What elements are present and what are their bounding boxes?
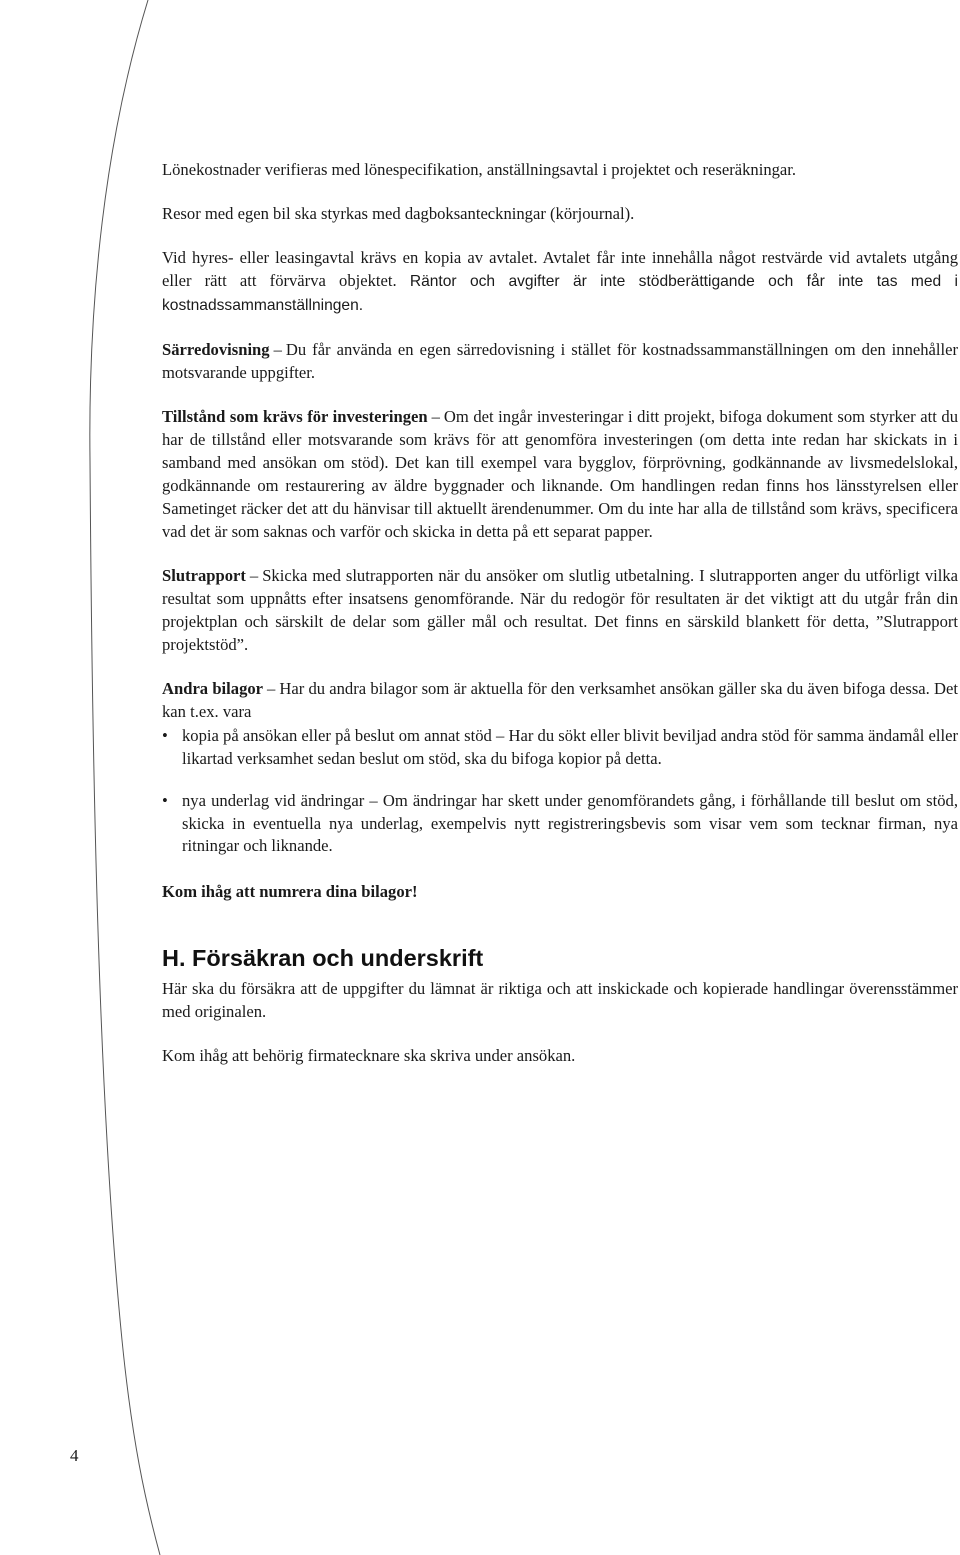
final-report-title: Slutrapport: [162, 566, 246, 585]
leasing-paragraph: [162, 246, 958, 317]
separate-accounting-dash: –: [273, 340, 282, 359]
permits-title: Tillstånd som krävs för investeringen: [162, 407, 428, 426]
page-content: [162, 158, 958, 1088]
other-attachments-dash: –: [267, 679, 276, 698]
other-attachments-body: Har du andra bilagor som är aktuella för den verksamhet ansökan gäller ska du även bifoga dessa. Det kan t.ex. vara: [162, 679, 958, 721]
separate-accounting-title: Särredovisning: [162, 340, 270, 359]
leasing-text: Vid hyres- eller leasingavtal krävs en kopia av avtalet. Avtalet får inte innehålla något restvärde vid avtalets utgång eller rätt att förvärva objektet.: [162, 248, 958, 290]
section-h-body: Här ska du försäkra att de uppgifter du lämnat är riktiga och att inskickade och kopierade handlingar överensstämmer med originalen.: [162, 978, 958, 1021]
bullet-icon: •: [162, 791, 168, 810]
separate-accounting-body: Du får använda en egen särredovisning i stället för kostnadssammanställningen om den innehåller motsvarande uppgifter.: [162, 340, 958, 382]
page-number: 4: [70, 1446, 79, 1465]
final-report-paragraph: [162, 564, 958, 656]
salary-paragraph: Lönekostnader verifieras med lönespecifikation, anställningsavtal i projektet och reseräkningar.: [162, 160, 797, 179]
list-item: [162, 790, 958, 858]
separate-accounting-paragraph: [162, 338, 958, 384]
permits-paragraph: [162, 405, 958, 543]
other-attachments-paragraph: [162, 677, 958, 723]
attachments-bullet-list: [162, 725, 958, 858]
other-attachments-title: Andra bilagor: [162, 679, 264, 698]
permits-body: Om det ingår investeringar i ditt projekt, bifoga dokument som styrker att du har de tillstånd eller motsvarande som krävs för att genomföra investeringen (om detta inte redan har skickats in i samband med ansökan om stöd). Det kan till exempel vara bygglov, förprövning, godkännande av livsmedelslokal, godkännande om restaurering av äldre byggnader och liknande. Om handlingen redan finns hos länsstyrelsen eller Sametinget räcker det att du hänvisar till aktuellt ärendenummer. Om du inte har alla de tillstånd som krävs, specificera vad det är som saknas och varför och skicka in detta på ett separat papper.: [162, 407, 958, 541]
numbering-reminder: Kom ihåg att numrera dina bilagor!: [162, 881, 418, 901]
interest-fees-text: Räntor och avgifter är inte stödberättigande och får inte tas med i kostnadssammanställningen.: [162, 273, 958, 314]
signature-note: Kom ihåg att behörig firmatecknare ska skriva under ansökan.: [162, 1045, 576, 1065]
list-item: [162, 725, 958, 770]
final-report-body: Skicka med slutrapporten när du ansöker om slutlig utbetalning. I slutrapporten anger du utförligt vilka resultat som uppnåtts efter insatsens genomförande. När du redogör för resultaten är det viktigt att du utgår från din projektplan och särskilt de delar som gäller mål och resultat. Det finns en särskild blankett för detta, ”Slutrapport projektstöd”.: [162, 566, 958, 654]
bullet-icon: •: [162, 726, 168, 745]
travel-paragraph: Resor med egen bil ska styrkas med dagboksanteckningar (körjournal).: [162, 204, 635, 223]
list-item-text: kopia på ansökan eller på beslut om annat stöd – Har du sökt eller blivit beviljad andra stöd för samma ändamål eller likartad verksamhet sedan beslut om stöd, ska du bifoga kopior på detta.: [182, 726, 958, 768]
list-item-text: nya underlag vid ändringar – Om ändringar har skett under genomförandets gång, i förhållande till beslut om stöd, skicka in eventuella nya underlag, exempelvis nytt registreringsbevis som visar vem som tecknar firman, nya ritningar och liknande.: [182, 791, 958, 855]
final-report-dash: –: [249, 566, 259, 585]
section-h-heading: H. Försäkran och underskrift: [162, 944, 484, 971]
permits-dash: –: [431, 407, 440, 426]
